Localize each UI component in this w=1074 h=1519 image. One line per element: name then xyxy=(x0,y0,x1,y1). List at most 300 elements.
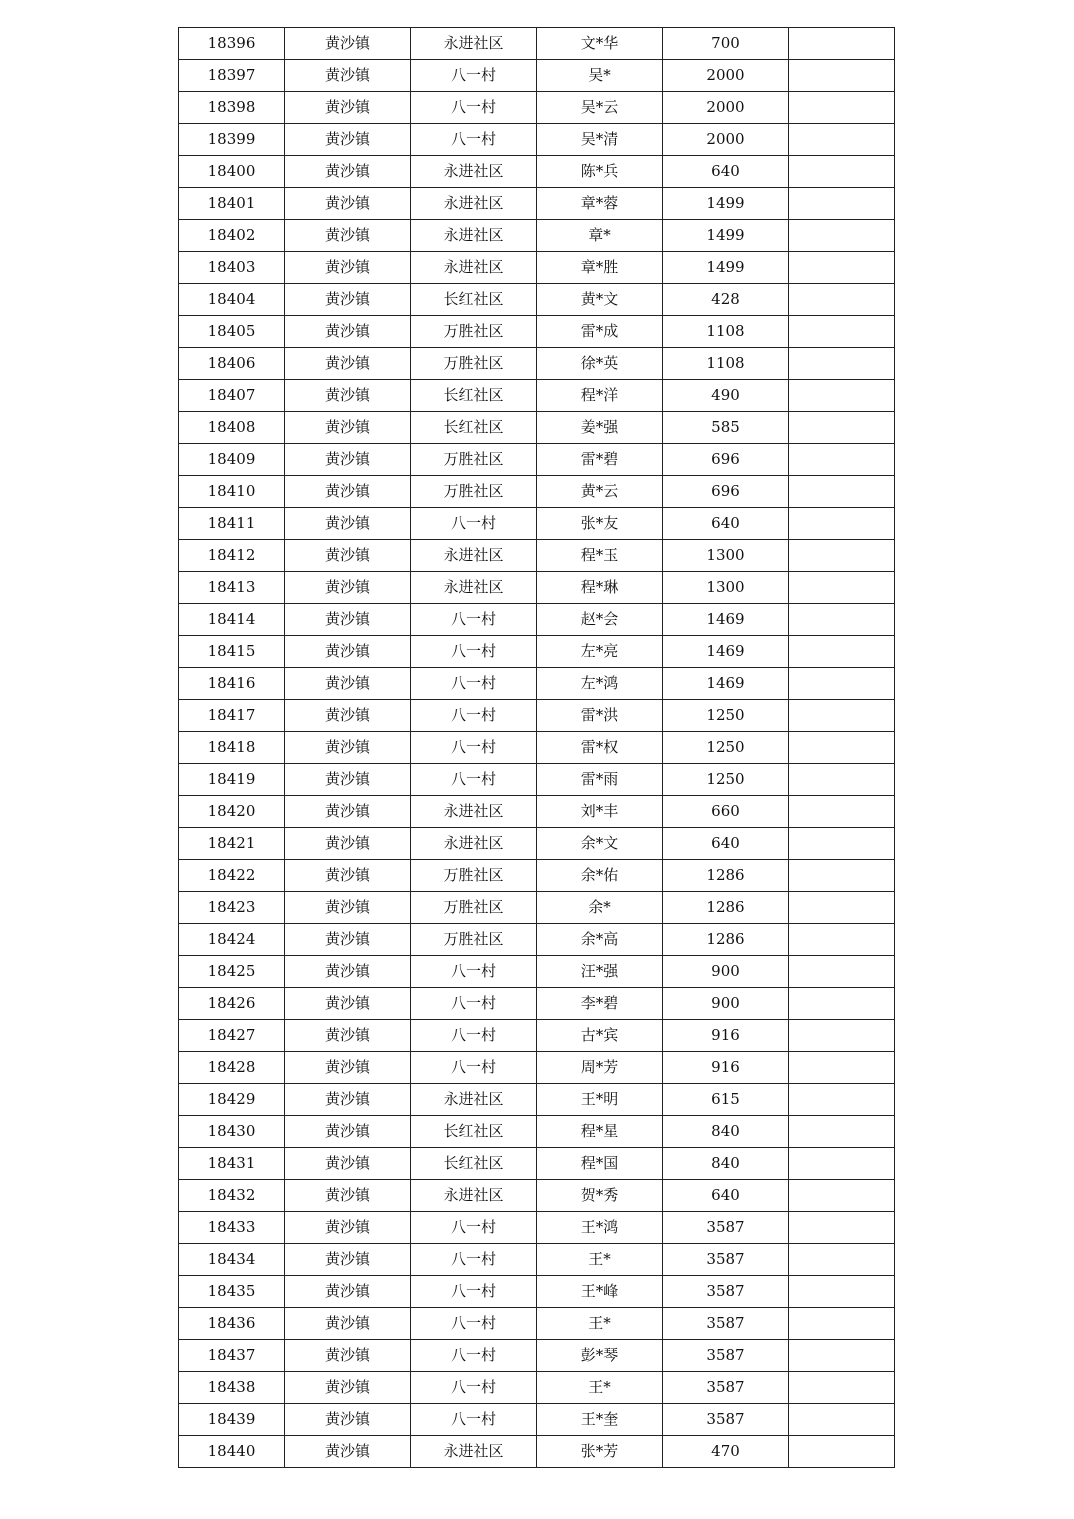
name-cell: 陈*兵 xyxy=(537,156,663,188)
amount-cell: 900 xyxy=(663,988,789,1020)
table-row xyxy=(179,316,895,348)
row-number-cell: 18399 xyxy=(179,124,285,156)
village-cell: 永进社区 xyxy=(411,156,537,188)
town-cell: 黄沙镇 xyxy=(285,124,411,156)
village-cell: 八一村 xyxy=(411,700,537,732)
row-number-cell: 18425 xyxy=(179,956,285,988)
village-cell: 永进社区 xyxy=(411,828,537,860)
note-cell xyxy=(789,1372,895,1404)
town-cell: 黄沙镇 xyxy=(285,1308,411,1340)
town-cell: 黄沙镇 xyxy=(285,1084,411,1116)
town-cell: 黄沙镇 xyxy=(285,892,411,924)
town-cell: 黄沙镇 xyxy=(285,924,411,956)
table-row xyxy=(179,1116,895,1148)
village-cell: 八一村 xyxy=(411,1372,537,1404)
name-cell: 吴*清 xyxy=(537,124,663,156)
village-cell: 永进社区 xyxy=(411,252,537,284)
name-cell: 余*高 xyxy=(537,924,663,956)
row-number-cell: 18424 xyxy=(179,924,285,956)
note-cell xyxy=(789,156,895,188)
table-row xyxy=(179,988,895,1020)
row-number-cell: 18436 xyxy=(179,1308,285,1340)
town-cell: 黄沙镇 xyxy=(285,92,411,124)
amount-cell: 1108 xyxy=(663,316,789,348)
note-cell xyxy=(789,572,895,604)
town-cell: 黄沙镇 xyxy=(285,28,411,60)
village-cell: 八一村 xyxy=(411,636,537,668)
row-number-cell: 18435 xyxy=(179,1276,285,1308)
note-cell xyxy=(789,348,895,380)
town-cell: 黄沙镇 xyxy=(285,220,411,252)
name-cell: 雷*洪 xyxy=(537,700,663,732)
name-cell: 徐*英 xyxy=(537,348,663,380)
village-cell: 万胜社区 xyxy=(411,860,537,892)
table-row xyxy=(179,956,895,988)
note-cell xyxy=(789,252,895,284)
amount-cell: 1469 xyxy=(663,604,789,636)
row-number-cell: 18422 xyxy=(179,860,285,892)
amount-cell: 1300 xyxy=(663,572,789,604)
row-number-cell: 18428 xyxy=(179,1052,285,1084)
table-row xyxy=(179,508,895,540)
name-cell: 王*奎 xyxy=(537,1404,663,1436)
table-row xyxy=(179,92,895,124)
village-cell: 万胜社区 xyxy=(411,892,537,924)
village-cell: 长红社区 xyxy=(411,284,537,316)
town-cell: 黄沙镇 xyxy=(285,316,411,348)
amount-cell: 615 xyxy=(663,1084,789,1116)
amount-cell: 1108 xyxy=(663,348,789,380)
name-cell: 周*芳 xyxy=(537,1052,663,1084)
name-cell: 张*友 xyxy=(537,508,663,540)
name-cell: 左*鸿 xyxy=(537,668,663,700)
row-number-cell: 18421 xyxy=(179,828,285,860)
data-table xyxy=(178,27,895,1468)
amount-cell: 916 xyxy=(663,1020,789,1052)
village-cell: 八一村 xyxy=(411,732,537,764)
table-row xyxy=(179,1180,895,1212)
amount-cell: 1286 xyxy=(663,860,789,892)
note-cell xyxy=(789,124,895,156)
row-number-cell: 18426 xyxy=(179,988,285,1020)
village-cell: 长红社区 xyxy=(411,412,537,444)
row-number-cell: 18402 xyxy=(179,220,285,252)
table-row xyxy=(179,732,895,764)
row-number-cell: 18397 xyxy=(179,60,285,92)
amount-cell: 916 xyxy=(663,1052,789,1084)
table-row xyxy=(179,1308,895,1340)
amount-cell: 1250 xyxy=(663,700,789,732)
table-row xyxy=(179,1084,895,1116)
note-cell xyxy=(789,924,895,956)
town-cell: 黄沙镇 xyxy=(285,1020,411,1052)
note-cell xyxy=(789,636,895,668)
village-cell: 八一村 xyxy=(411,1244,537,1276)
note-cell xyxy=(789,668,895,700)
amount-cell: 1250 xyxy=(663,732,789,764)
name-cell: 程*玉 xyxy=(537,540,663,572)
note-cell xyxy=(789,764,895,796)
name-cell: 王* xyxy=(537,1372,663,1404)
note-cell xyxy=(789,828,895,860)
table-row xyxy=(179,1372,895,1404)
town-cell: 黄沙镇 xyxy=(285,764,411,796)
town-cell: 黄沙镇 xyxy=(285,412,411,444)
town-cell: 黄沙镇 xyxy=(285,252,411,284)
table-row xyxy=(179,764,895,796)
village-cell: 八一村 xyxy=(411,604,537,636)
village-cell: 八一村 xyxy=(411,508,537,540)
village-cell: 长红社区 xyxy=(411,1148,537,1180)
table-row xyxy=(179,1212,895,1244)
town-cell: 黄沙镇 xyxy=(285,188,411,220)
table-row xyxy=(179,124,895,156)
name-cell: 吴*云 xyxy=(537,92,663,124)
town-cell: 黄沙镇 xyxy=(285,1212,411,1244)
note-cell xyxy=(789,604,895,636)
row-number-cell: 18434 xyxy=(179,1244,285,1276)
amount-cell: 1286 xyxy=(663,892,789,924)
table-row xyxy=(179,412,895,444)
name-cell: 章*胜 xyxy=(537,252,663,284)
row-number-cell: 18437 xyxy=(179,1340,285,1372)
note-cell xyxy=(789,508,895,540)
town-cell: 黄沙镇 xyxy=(285,956,411,988)
note-cell xyxy=(789,1244,895,1276)
village-cell: 八一村 xyxy=(411,124,537,156)
row-number-cell: 18396 xyxy=(179,28,285,60)
row-number-cell: 18432 xyxy=(179,1180,285,1212)
town-cell: 黄沙镇 xyxy=(285,828,411,860)
note-cell xyxy=(789,956,895,988)
village-cell: 八一村 xyxy=(411,92,537,124)
town-cell: 黄沙镇 xyxy=(285,1148,411,1180)
note-cell xyxy=(789,860,895,892)
village-cell: 永进社区 xyxy=(411,540,537,572)
note-cell xyxy=(789,1180,895,1212)
note-cell xyxy=(789,476,895,508)
village-cell: 八一村 xyxy=(411,988,537,1020)
table-row xyxy=(179,220,895,252)
table-row xyxy=(179,1340,895,1372)
table-row xyxy=(179,1020,895,1052)
table-row xyxy=(179,700,895,732)
table-row xyxy=(179,924,895,956)
note-cell xyxy=(789,380,895,412)
note-cell xyxy=(789,220,895,252)
name-cell: 章*蓉 xyxy=(537,188,663,220)
name-cell: 王* xyxy=(537,1308,663,1340)
amount-cell: 3587 xyxy=(663,1404,789,1436)
town-cell: 黄沙镇 xyxy=(285,988,411,1020)
note-cell xyxy=(789,700,895,732)
row-number-cell: 18408 xyxy=(179,412,285,444)
row-number-cell: 18404 xyxy=(179,284,285,316)
note-cell xyxy=(789,92,895,124)
table-row xyxy=(179,188,895,220)
name-cell: 王*鸿 xyxy=(537,1212,663,1244)
note-cell xyxy=(789,316,895,348)
town-cell: 黄沙镇 xyxy=(285,508,411,540)
town-cell: 黄沙镇 xyxy=(285,284,411,316)
amount-cell: 3587 xyxy=(663,1212,789,1244)
row-number-cell: 18413 xyxy=(179,572,285,604)
village-cell: 永进社区 xyxy=(411,1084,537,1116)
amount-cell: 660 xyxy=(663,796,789,828)
note-cell xyxy=(789,60,895,92)
amount-cell: 3587 xyxy=(663,1244,789,1276)
amount-cell: 1499 xyxy=(663,252,789,284)
note-cell xyxy=(789,1116,895,1148)
note-cell xyxy=(789,988,895,1020)
amount-cell: 1250 xyxy=(663,764,789,796)
note-cell xyxy=(789,1148,895,1180)
village-cell: 万胜社区 xyxy=(411,444,537,476)
table-row xyxy=(179,252,895,284)
name-cell: 贺*秀 xyxy=(537,1180,663,1212)
village-cell: 万胜社区 xyxy=(411,476,537,508)
town-cell: 黄沙镇 xyxy=(285,476,411,508)
town-cell: 黄沙镇 xyxy=(285,700,411,732)
village-cell: 万胜社区 xyxy=(411,924,537,956)
town-cell: 黄沙镇 xyxy=(285,1340,411,1372)
name-cell: 程*星 xyxy=(537,1116,663,1148)
table-row xyxy=(179,156,895,188)
name-cell: 黄*云 xyxy=(537,476,663,508)
town-cell: 黄沙镇 xyxy=(285,348,411,380)
amount-cell: 3587 xyxy=(663,1276,789,1308)
town-cell: 黄沙镇 xyxy=(285,668,411,700)
table-row xyxy=(179,540,895,572)
note-cell xyxy=(789,1436,895,1468)
amount-cell: 640 xyxy=(663,156,789,188)
village-cell: 永进社区 xyxy=(411,1436,537,1468)
row-number-cell: 18439 xyxy=(179,1404,285,1436)
name-cell: 章* xyxy=(537,220,663,252)
amount-cell: 696 xyxy=(663,476,789,508)
town-cell: 黄沙镇 xyxy=(285,796,411,828)
note-cell xyxy=(789,1020,895,1052)
table-row xyxy=(179,444,895,476)
name-cell: 余*文 xyxy=(537,828,663,860)
note-cell xyxy=(789,892,895,924)
row-number-cell: 18431 xyxy=(179,1148,285,1180)
town-cell: 黄沙镇 xyxy=(285,540,411,572)
table-row xyxy=(179,828,895,860)
amount-cell: 490 xyxy=(663,380,789,412)
village-cell: 万胜社区 xyxy=(411,348,537,380)
row-number-cell: 18429 xyxy=(179,1084,285,1116)
note-cell xyxy=(789,188,895,220)
note-cell xyxy=(789,412,895,444)
row-number-cell: 18400 xyxy=(179,156,285,188)
amount-cell: 1469 xyxy=(663,668,789,700)
table-row xyxy=(179,284,895,316)
amount-cell: 840 xyxy=(663,1148,789,1180)
village-cell: 八一村 xyxy=(411,1340,537,1372)
row-number-cell: 18416 xyxy=(179,668,285,700)
amount-cell: 585 xyxy=(663,412,789,444)
amount-cell: 2000 xyxy=(663,124,789,156)
table-row xyxy=(179,380,895,412)
village-cell: 万胜社区 xyxy=(411,316,537,348)
name-cell: 程*洋 xyxy=(537,380,663,412)
name-cell: 彭*琴 xyxy=(537,1340,663,1372)
village-cell: 八一村 xyxy=(411,1052,537,1084)
town-cell: 黄沙镇 xyxy=(285,1436,411,1468)
amount-cell: 3587 xyxy=(663,1340,789,1372)
note-cell xyxy=(789,284,895,316)
town-cell: 黄沙镇 xyxy=(285,444,411,476)
amount-cell: 640 xyxy=(663,1180,789,1212)
amount-cell: 700 xyxy=(663,28,789,60)
row-number-cell: 18430 xyxy=(179,1116,285,1148)
row-number-cell: 18412 xyxy=(179,540,285,572)
row-number-cell: 18411 xyxy=(179,508,285,540)
note-cell xyxy=(789,28,895,60)
name-cell: 雷*权 xyxy=(537,732,663,764)
amount-cell: 1499 xyxy=(663,220,789,252)
row-number-cell: 18423 xyxy=(179,892,285,924)
table-row xyxy=(179,1276,895,1308)
table-row xyxy=(179,860,895,892)
table-row xyxy=(179,1244,895,1276)
row-number-cell: 18401 xyxy=(179,188,285,220)
table-row xyxy=(179,1404,895,1436)
town-cell: 黄沙镇 xyxy=(285,604,411,636)
name-cell: 李*碧 xyxy=(537,988,663,1020)
name-cell: 汪*强 xyxy=(537,956,663,988)
name-cell: 古*宾 xyxy=(537,1020,663,1052)
row-number-cell: 18414 xyxy=(179,604,285,636)
amount-cell: 1300 xyxy=(663,540,789,572)
village-cell: 八一村 xyxy=(411,1276,537,1308)
table-row xyxy=(179,796,895,828)
town-cell: 黄沙镇 xyxy=(285,636,411,668)
table-row xyxy=(179,1148,895,1180)
village-cell: 八一村 xyxy=(411,764,537,796)
row-number-cell: 18405 xyxy=(179,316,285,348)
note-cell xyxy=(789,1308,895,1340)
amount-cell: 3587 xyxy=(663,1372,789,1404)
row-number-cell: 18403 xyxy=(179,252,285,284)
village-cell: 永进社区 xyxy=(411,28,537,60)
row-number-cell: 18398 xyxy=(179,92,285,124)
amount-cell: 640 xyxy=(663,508,789,540)
name-cell: 程*国 xyxy=(537,1148,663,1180)
amount-cell: 1286 xyxy=(663,924,789,956)
town-cell: 黄沙镇 xyxy=(285,732,411,764)
name-cell: 程*琳 xyxy=(537,572,663,604)
name-cell: 吴* xyxy=(537,60,663,92)
town-cell: 黄沙镇 xyxy=(285,1276,411,1308)
row-number-cell: 18410 xyxy=(179,476,285,508)
note-cell xyxy=(789,540,895,572)
row-number-cell: 18406 xyxy=(179,348,285,380)
table-row xyxy=(179,476,895,508)
table-row xyxy=(179,668,895,700)
row-number-cell: 18438 xyxy=(179,1372,285,1404)
row-number-cell: 18417 xyxy=(179,700,285,732)
row-number-cell: 18418 xyxy=(179,732,285,764)
name-cell: 雷*碧 xyxy=(537,444,663,476)
row-number-cell: 18407 xyxy=(179,380,285,412)
town-cell: 黄沙镇 xyxy=(285,1244,411,1276)
town-cell: 黄沙镇 xyxy=(285,1180,411,1212)
row-number-cell: 18433 xyxy=(179,1212,285,1244)
amount-cell: 900 xyxy=(663,956,789,988)
amount-cell: 1499 xyxy=(663,188,789,220)
town-cell: 黄沙镇 xyxy=(285,1372,411,1404)
table-row xyxy=(179,1436,895,1468)
town-cell: 黄沙镇 xyxy=(285,1116,411,1148)
table-row xyxy=(179,604,895,636)
note-cell xyxy=(789,1084,895,1116)
table-row xyxy=(179,572,895,604)
amount-cell: 2000 xyxy=(663,92,789,124)
amount-cell: 696 xyxy=(663,444,789,476)
name-cell: 王* xyxy=(537,1244,663,1276)
amount-cell: 470 xyxy=(663,1436,789,1468)
row-number-cell: 18420 xyxy=(179,796,285,828)
table-row xyxy=(179,636,895,668)
name-cell: 左*亮 xyxy=(537,636,663,668)
village-cell: 八一村 xyxy=(411,956,537,988)
note-cell xyxy=(789,1212,895,1244)
village-cell: 长红社区 xyxy=(411,380,537,412)
town-cell: 黄沙镇 xyxy=(285,60,411,92)
row-number-cell: 18415 xyxy=(179,636,285,668)
town-cell: 黄沙镇 xyxy=(285,156,411,188)
note-cell xyxy=(789,444,895,476)
name-cell: 余*佑 xyxy=(537,860,663,892)
row-number-cell: 18440 xyxy=(179,1436,285,1468)
town-cell: 黄沙镇 xyxy=(285,380,411,412)
name-cell: 黄*文 xyxy=(537,284,663,316)
note-cell xyxy=(789,1340,895,1372)
village-cell: 八一村 xyxy=(411,668,537,700)
name-cell: 王*明 xyxy=(537,1084,663,1116)
village-cell: 八一村 xyxy=(411,1308,537,1340)
amount-cell: 2000 xyxy=(663,60,789,92)
name-cell: 姜*强 xyxy=(537,412,663,444)
amount-cell: 428 xyxy=(663,284,789,316)
table-row xyxy=(179,28,895,60)
village-cell: 八一村 xyxy=(411,1020,537,1052)
village-cell: 八一村 xyxy=(411,1404,537,1436)
name-cell: 余* xyxy=(537,892,663,924)
name-cell: 雷*成 xyxy=(537,316,663,348)
town-cell: 黄沙镇 xyxy=(285,572,411,604)
row-number-cell: 18419 xyxy=(179,764,285,796)
village-cell: 长红社区 xyxy=(411,1116,537,1148)
village-cell: 永进社区 xyxy=(411,796,537,828)
town-cell: 黄沙镇 xyxy=(285,1052,411,1084)
village-cell: 永进社区 xyxy=(411,220,537,252)
note-cell xyxy=(789,732,895,764)
note-cell xyxy=(789,1052,895,1084)
amount-cell: 840 xyxy=(663,1116,789,1148)
name-cell: 张*芳 xyxy=(537,1436,663,1468)
village-cell: 八一村 xyxy=(411,60,537,92)
village-cell: 八一村 xyxy=(411,1212,537,1244)
table-row xyxy=(179,1052,895,1084)
row-number-cell: 18427 xyxy=(179,1020,285,1052)
village-cell: 永进社区 xyxy=(411,1180,537,1212)
note-cell xyxy=(789,1404,895,1436)
table-row xyxy=(179,892,895,924)
table-row xyxy=(179,60,895,92)
